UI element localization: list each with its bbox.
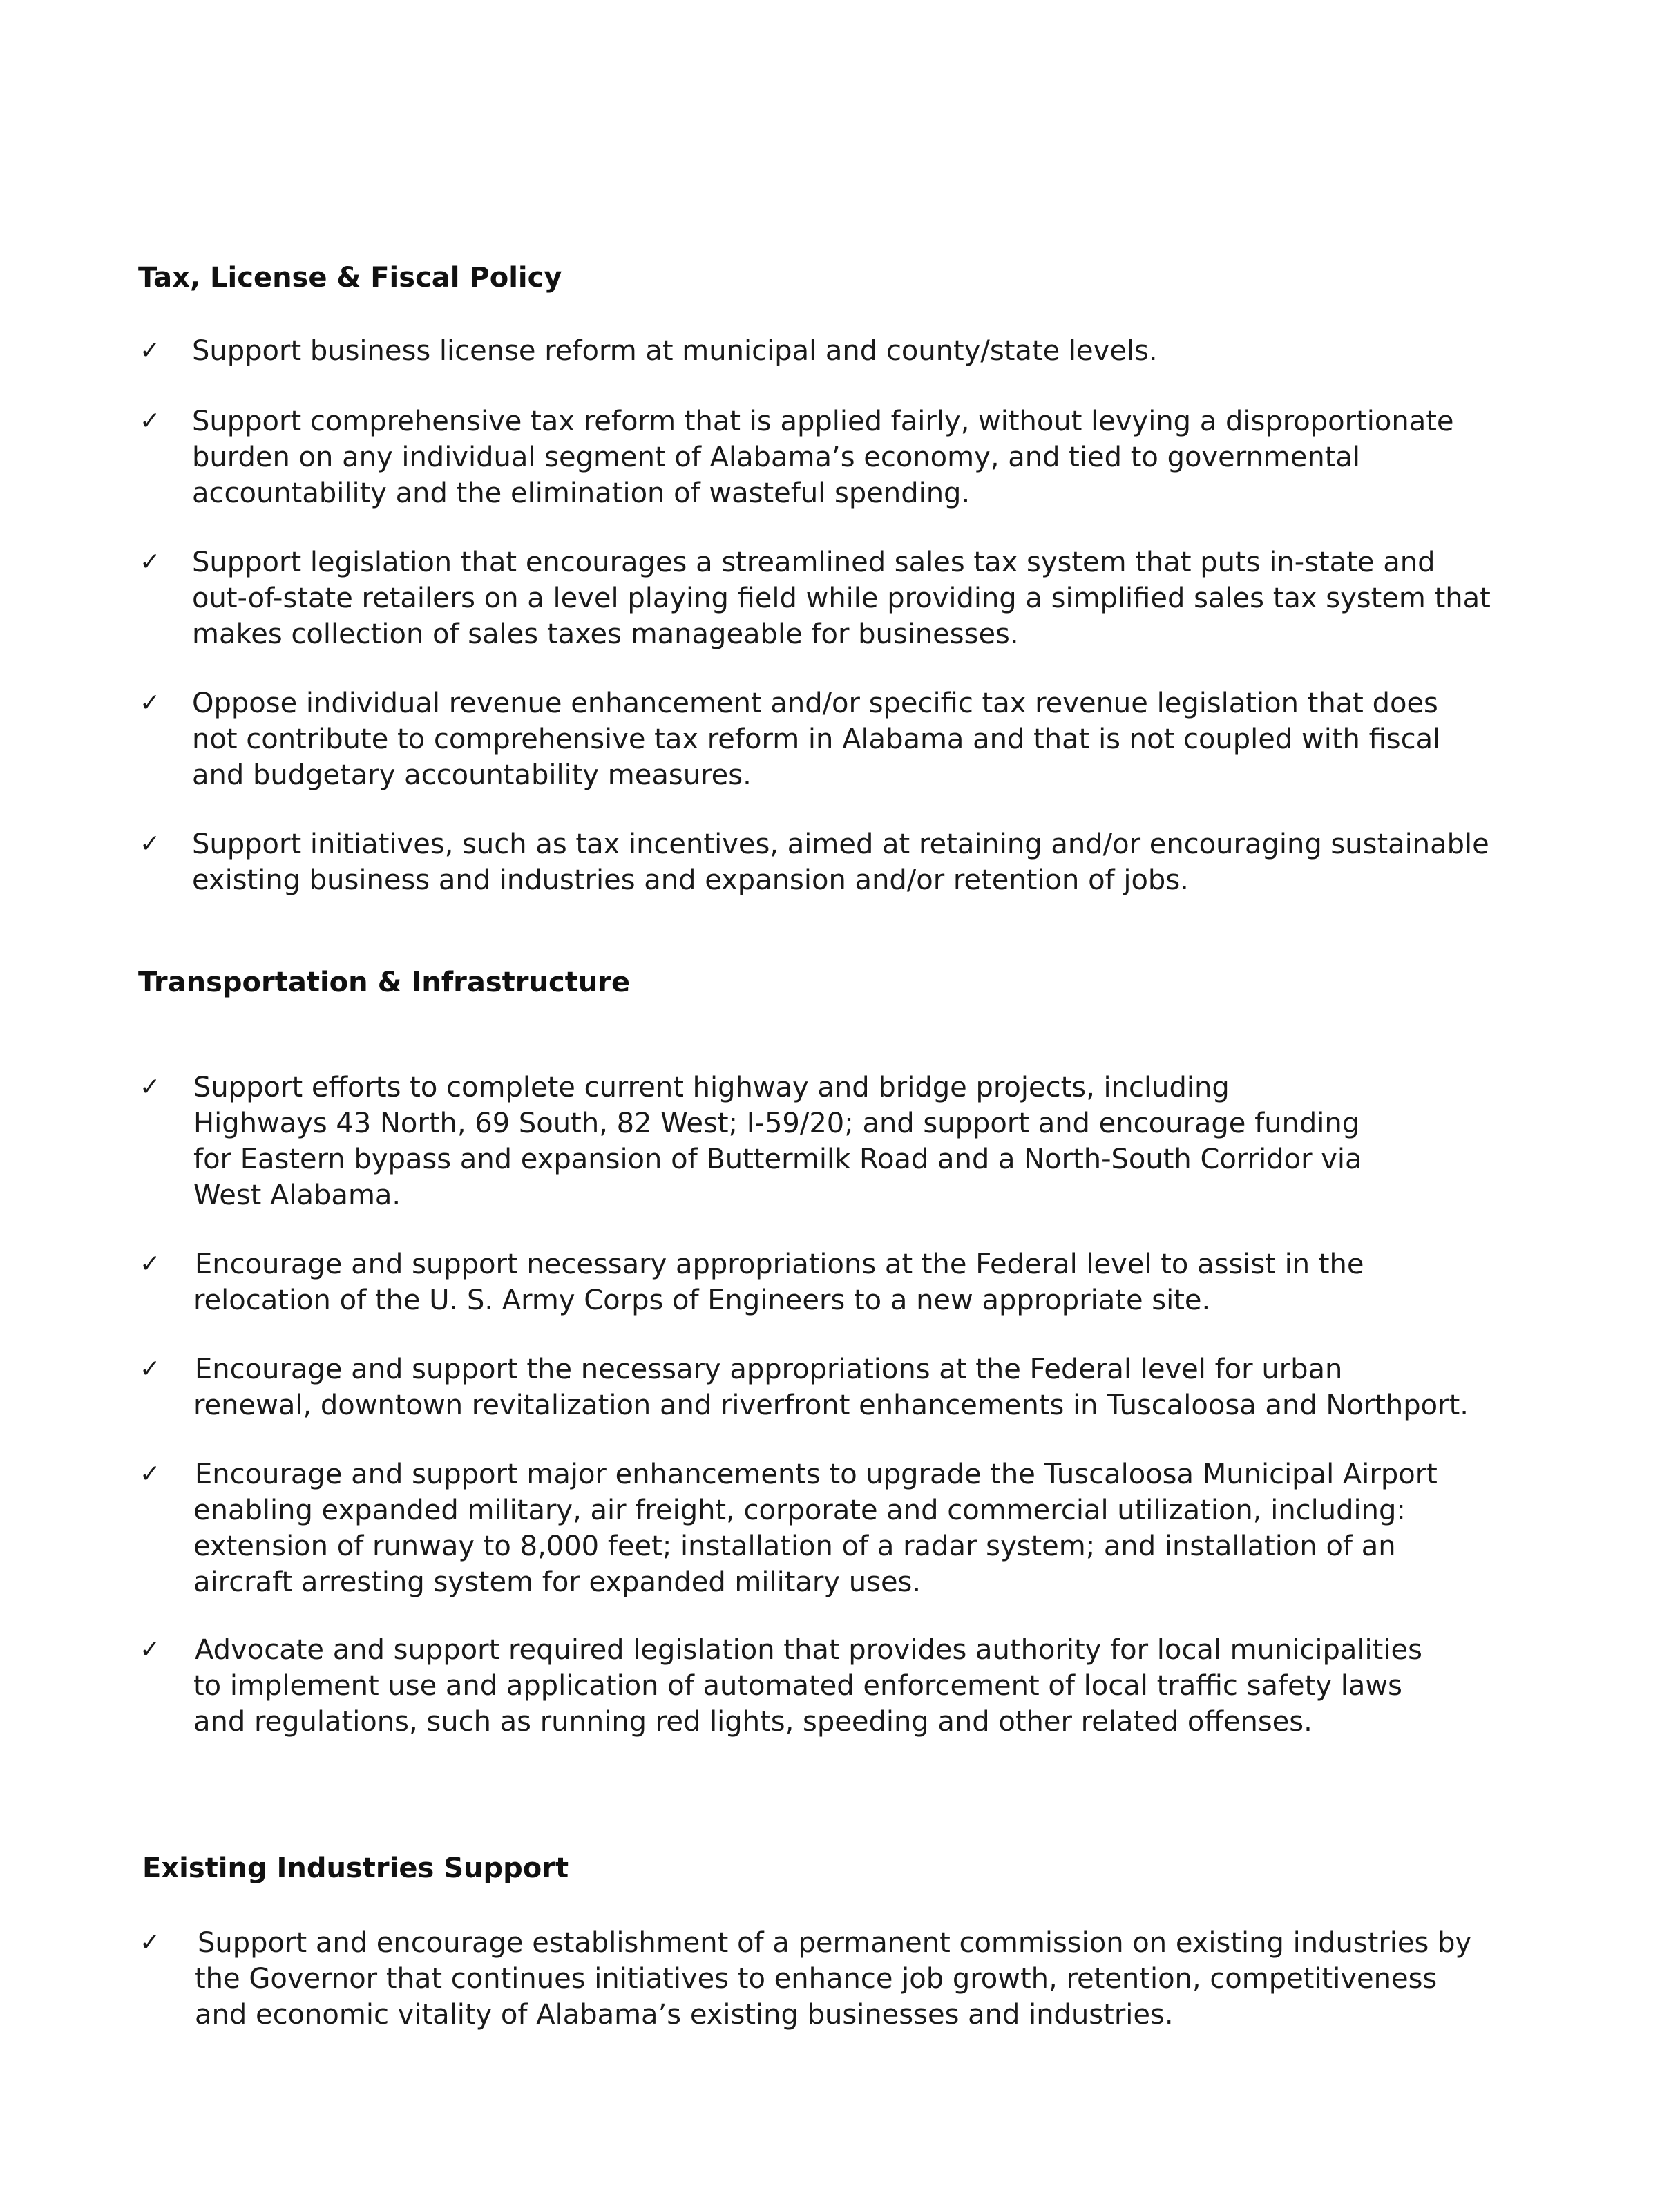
checkmark-icon: ✓ xyxy=(140,407,161,435)
item-text-line: for Eastern bypass and expansion of Buttermilk Road and a North-South Corridor via xyxy=(193,1144,1362,1175)
checkmark-icon: ✓ xyxy=(140,830,161,858)
item-text-line: West Alabama. xyxy=(193,1179,401,1211)
item-text-line: Support initiatives, such as tax incentives, aimed at retaining and/or encouraging sustainable xyxy=(192,828,1489,860)
item-text-line: Support business license reform at municipal and county/state levels. xyxy=(192,335,1158,367)
item-text-line: to implement use and application of automated enforcement of local traffic safety laws xyxy=(193,1670,1402,1702)
item-text-line: aircraft arresting system for expanded military uses. xyxy=(193,1566,922,1598)
checkmark-icon: ✓ xyxy=(140,689,161,717)
item-text-line: and regulations, such as running red lights, speeding and other related offenses. xyxy=(193,1706,1312,1738)
item-text-line: Advocate and support required legislation that provides authority for local municipalities xyxy=(195,1634,1422,1666)
item-text-line: and economic vitality of Alabama’s existing businesses and industries. xyxy=(195,1999,1174,2031)
checkmark-icon: ✓ xyxy=(140,1460,161,1488)
item-text-line: extension of runway to 8,000 feet; installation of a radar system; and installation of an xyxy=(193,1530,1396,1562)
item-text-line: Support legislation that encourages a streamlined sales tax system that puts in-state and xyxy=(192,547,1435,578)
section-heading: Existing Industries Support xyxy=(142,1852,569,1884)
item-text-line: the Governor that continues initiatives to enhance job growth, retention, competitiveness xyxy=(195,1963,1438,1995)
section-heading: Transportation & Infrastructure xyxy=(138,967,631,998)
checkmark-icon: ✓ xyxy=(140,1928,161,1957)
item-text-line: Oppose individual revenue enhancement and/or specific tax revenue legislation that does xyxy=(192,687,1438,719)
checkmark-icon: ✓ xyxy=(140,1355,161,1383)
item-text-line: Highways 43 North, 69 South, 82 West; I-59/20; and support and encourage funding xyxy=(193,1108,1360,1139)
checkmark-icon: ✓ xyxy=(140,1250,161,1278)
item-text-line: not contribute to comprehensive tax reform in Alabama and that is not coupled with fiscal xyxy=(192,723,1441,755)
item-text-line: out-of-state retailers on a level playing field while providing a simplified sales tax system that xyxy=(192,582,1491,614)
item-text-line: Encourage and support the necessary appropriations at the Federal level for urban xyxy=(195,1354,1343,1385)
item-text-line: Support and encourage establishment of a permanent commission on existing industries by xyxy=(198,1927,1472,1959)
checkmark-icon: ✓ xyxy=(140,1635,161,1664)
checkmark-icon: ✓ xyxy=(140,548,161,576)
item-text-line: makes collection of sales taxes manageable for businesses. xyxy=(192,618,1019,650)
item-text-line: enabling expanded military, air freight, corporate and commercial utilization, including: xyxy=(193,1494,1406,1526)
checkmark-icon: ✓ xyxy=(140,1073,161,1101)
item-text-line: accountability and the elimination of wasteful spending. xyxy=(192,477,971,509)
item-text-line: Support comprehensive tax reform that is applied fairly, without levying a disproportionate xyxy=(192,406,1454,437)
item-text-line: Encourage and support necessary appropriations at the Federal level to assist in the xyxy=(195,1249,1364,1280)
item-text-line: and budgetary accountability measures. xyxy=(192,759,752,791)
item-text-line: existing business and industries and expansion and/or retention of jobs. xyxy=(192,864,1189,896)
item-text-line: relocation of the U. S. Army Corps of Engineers to a new appropriate site. xyxy=(193,1284,1211,1316)
item-text-line: Support efforts to complete current highway and bridge projects, including xyxy=(193,1072,1230,1103)
item-text-line: burden on any individual segment of Alabama’s economy, and tied to governmental xyxy=(192,442,1361,473)
item-text-line: Encourage and support major enhancements to upgrade the Tuscaloosa Municipal Airport xyxy=(195,1459,1438,1490)
item-text-line: renewal, downtown revitalization and riverfront enhancements in Tuscaloosa and Northport. xyxy=(193,1389,1469,1421)
section-heading: Tax, License & Fiscal Policy xyxy=(138,262,562,294)
checkmark-icon: ✓ xyxy=(140,336,161,365)
